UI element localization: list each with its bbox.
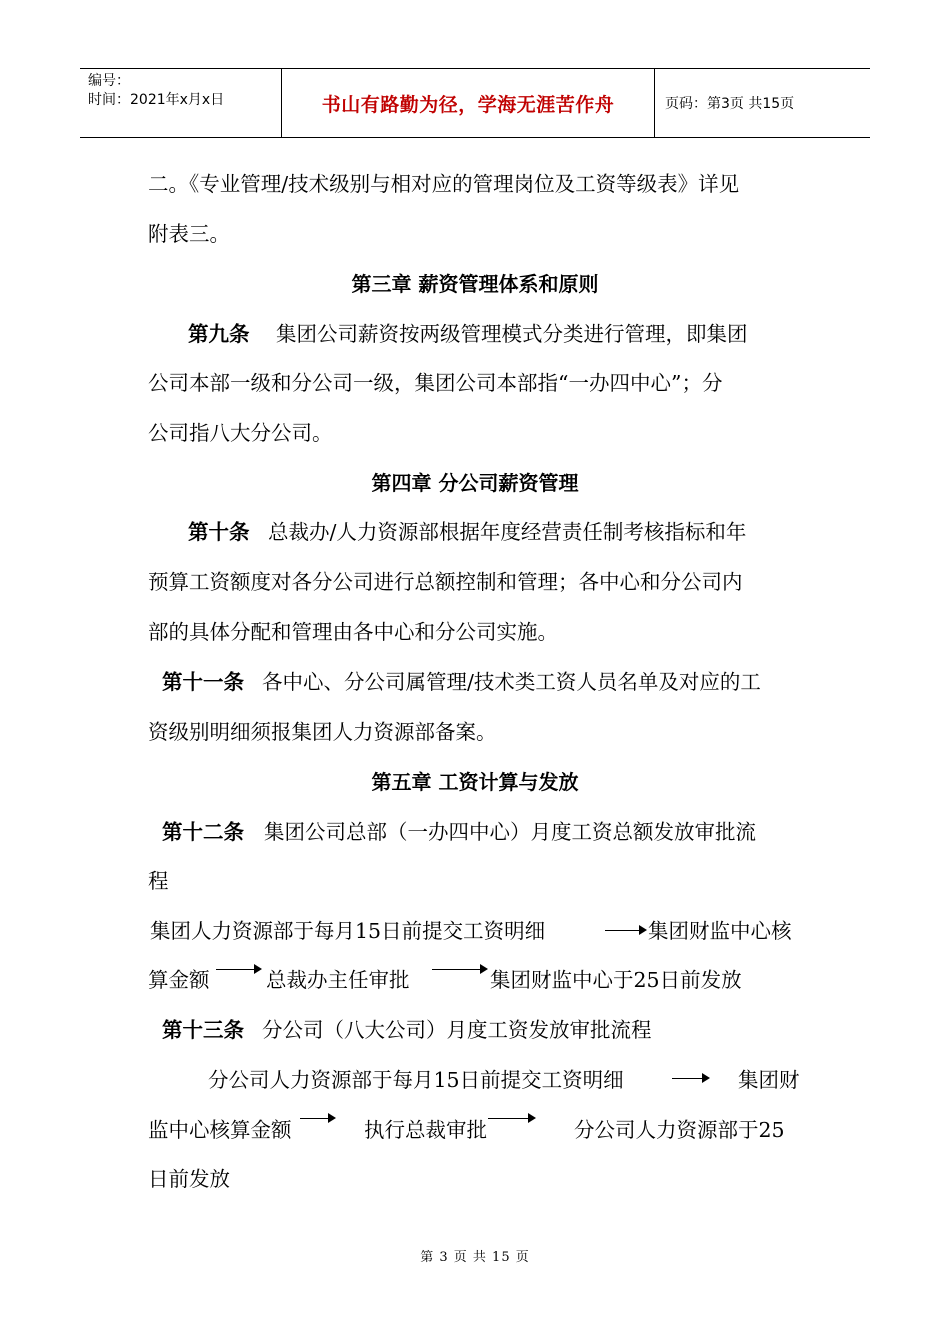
paragraph-line: 集团公司薪资按两级管理模式分类进行管理，即集团 [276, 322, 748, 346]
flow-step: 日前发放 [148, 1167, 230, 1191]
paragraph-line: 分公司（八大公司）月度工资发放审批流程 [262, 1018, 652, 1042]
paragraph-line: 公司本部一级和分公司一级，集团公司本部指“一办四中心”；分 [148, 371, 723, 395]
paragraph-line: 各中心、分公司属管理/技术类工资人员名单及对应的工 [262, 670, 761, 694]
paragraph-line: 部的具体分配和管理由各中心和分公司实施。 [148, 620, 558, 644]
flow-step: 集团人力资源部于每月15日前提交工资明细 [150, 919, 546, 943]
document-header [80, 68, 870, 138]
flow-step: 分公司人力资源部于每月15日前提交工资明细 [208, 1068, 624, 1092]
flow-arrow-icon [488, 1118, 534, 1119]
flow-arrow-icon [605, 930, 645, 931]
flow-step: 执行总裁审批 [364, 1118, 487, 1142]
paragraph-line: 预算工资额度对各分公司进行总额控制和管理；各中心和分公司内 [148, 570, 743, 594]
article-title: 第十二条 [162, 820, 244, 844]
article-title: 第十条 [188, 520, 250, 544]
paragraph-line: 总裁办/人力资源部根据年度经营责任制考核指标和年 [268, 520, 747, 544]
page-footer: 第 3 页 共 15 页 [420, 1250, 530, 1265]
chapter-heading: 第四章 分公司薪资管理 [371, 471, 579, 495]
paragraph-line: 二。《专业管理/技术级别与相对应的管理岗位及工资等级表》详见 [148, 172, 740, 196]
paragraph-line: 程 [148, 869, 169, 893]
paragraph-line: 资级别明细须报集团人力资源部备案。 [148, 720, 497, 744]
flow-step: 监中心核算金额 [148, 1118, 292, 1142]
time-label: 时间：2021年x月x日 [88, 92, 225, 108]
header-meta [80, 69, 282, 137]
header-motto: 书山有路勤为径，学海无涯苦作舟 [282, 69, 655, 137]
flow-arrow-icon [216, 969, 260, 970]
paragraph-line: 集团公司总部（一办四中心）月度工资总额发放审批流 [264, 820, 756, 844]
article-title: 第十三条 [162, 1018, 244, 1042]
paragraph-line: 公司指八大分公司。 [148, 421, 333, 445]
flow-step: 总裁办主任审批 [266, 968, 410, 992]
chapter-heading: 第五章 工资计算与发放 [371, 770, 579, 794]
flow-step: 算金额 [148, 968, 210, 992]
article-title: 第十一条 [162, 670, 244, 694]
flow-step: 集团财监中心于25日前发放 [490, 968, 742, 992]
paragraph-line: 附表三。 [148, 222, 230, 246]
number-label: 编号： [88, 73, 130, 89]
flow-step: 集团财 [738, 1068, 800, 1092]
article-title: 第九条 [188, 322, 250, 346]
header-page-info: 页码：第3页 共15页 [665, 96, 795, 112]
flow-step: 分公司人力资源部于25 [574, 1118, 785, 1142]
chapter-heading: 第三章 薪资管理体系和原则 [351, 272, 599, 296]
flow-arrow-icon [672, 1078, 708, 1079]
flow-step: 集团财监中心核 [648, 919, 792, 943]
flow-arrow-icon [432, 969, 486, 970]
flow-arrow-icon [300, 1118, 334, 1119]
